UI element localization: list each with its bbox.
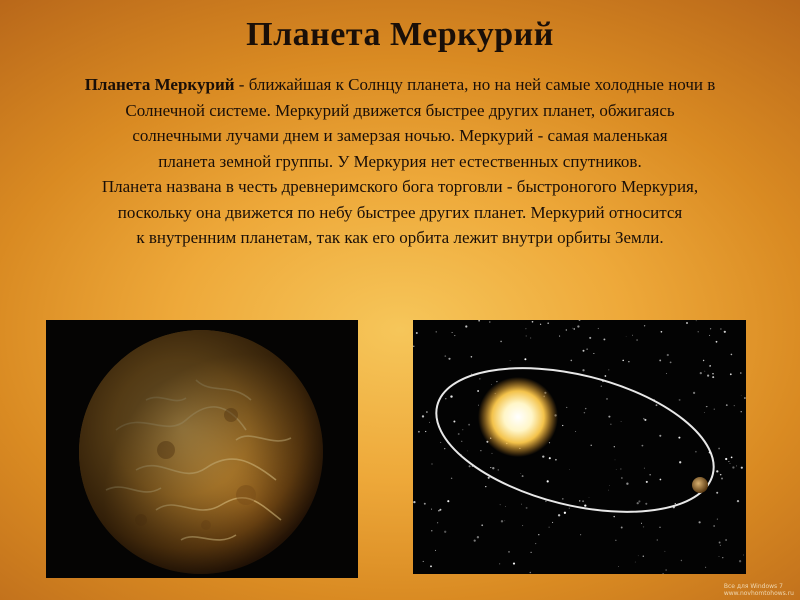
star bbox=[731, 354, 733, 356]
star bbox=[720, 545, 721, 546]
description-line-3: солнечными лучами днем и замерзая ночью. Меркурий - самая маленькая bbox=[132, 126, 668, 145]
star bbox=[492, 467, 494, 469]
star bbox=[656, 404, 658, 406]
star bbox=[609, 485, 610, 486]
star bbox=[505, 506, 506, 507]
star bbox=[730, 463, 731, 464]
star bbox=[585, 408, 586, 409]
description-line-5: Планета названа в честь древнеримского бога торговли - быстроногого Меркурия, bbox=[101, 177, 699, 196]
star bbox=[645, 503, 647, 505]
watermark bbox=[724, 583, 794, 597]
description-bold-term: Планета Меркурий bbox=[84, 75, 235, 94]
star bbox=[706, 406, 707, 407]
star bbox=[613, 516, 614, 517]
star bbox=[741, 395, 742, 396]
star bbox=[440, 442, 441, 443]
description-line-7: к внутренним планетам, так как его орбита лежит внутри орбиты Земли. bbox=[136, 228, 664, 247]
star bbox=[480, 450, 481, 451]
star bbox=[526, 507, 528, 509]
star bbox=[642, 445, 644, 447]
star bbox=[666, 373, 667, 374]
star bbox=[696, 320, 697, 321]
star bbox=[422, 415, 424, 417]
star bbox=[603, 338, 605, 340]
star bbox=[622, 360, 624, 362]
star bbox=[549, 527, 550, 528]
star bbox=[725, 458, 727, 460]
star bbox=[429, 422, 430, 423]
star bbox=[479, 378, 480, 379]
star bbox=[545, 501, 546, 502]
star bbox=[437, 522, 438, 523]
star bbox=[569, 469, 570, 470]
star bbox=[707, 375, 709, 377]
star bbox=[477, 536, 479, 538]
star bbox=[732, 466, 734, 468]
star bbox=[703, 360, 704, 361]
star bbox=[582, 369, 584, 371]
star bbox=[665, 551, 666, 552]
star bbox=[491, 384, 492, 385]
star bbox=[425, 431, 426, 432]
star bbox=[508, 551, 510, 553]
star bbox=[636, 339, 638, 341]
star bbox=[661, 331, 663, 333]
star bbox=[589, 337, 591, 339]
star bbox=[586, 348, 587, 349]
star bbox=[492, 453, 493, 454]
star bbox=[608, 416, 610, 418]
star bbox=[626, 336, 627, 337]
star bbox=[659, 359, 661, 361]
star bbox=[522, 525, 523, 526]
star bbox=[426, 411, 428, 413]
star bbox=[530, 572, 532, 574]
star bbox=[504, 520, 505, 521]
star bbox=[469, 465, 471, 467]
star bbox=[615, 540, 616, 541]
star bbox=[707, 406, 708, 407]
star bbox=[643, 526, 644, 527]
star bbox=[724, 331, 726, 333]
star bbox=[637, 502, 639, 504]
star bbox=[450, 395, 452, 397]
star bbox=[538, 534, 539, 535]
star bbox=[610, 424, 611, 425]
star bbox=[621, 527, 623, 529]
star bbox=[644, 325, 645, 326]
star bbox=[458, 433, 460, 435]
description-line-1 bbox=[20, 72, 780, 98]
star bbox=[501, 520, 503, 522]
star bbox=[679, 461, 681, 463]
star bbox=[720, 474, 722, 476]
star bbox=[431, 530, 432, 531]
star bbox=[693, 392, 695, 394]
star bbox=[451, 478, 452, 479]
star bbox=[608, 490, 609, 491]
description-line-1-rest: - ближайшая к Солнцу планета, но на ней самые холодные ночи в bbox=[234, 75, 716, 94]
star bbox=[657, 540, 658, 541]
star bbox=[643, 418, 645, 420]
description-line-4: планета земной группы. У Меркурия нет естественных спутников. bbox=[158, 151, 642, 171]
star bbox=[721, 478, 723, 480]
star bbox=[659, 527, 660, 528]
star bbox=[635, 562, 636, 563]
star bbox=[667, 354, 669, 356]
sun-icon bbox=[478, 377, 558, 457]
star bbox=[547, 480, 549, 482]
star bbox=[530, 552, 531, 553]
star bbox=[574, 328, 575, 329]
star bbox=[616, 469, 617, 470]
star bbox=[734, 405, 735, 406]
star bbox=[743, 555, 744, 556]
star bbox=[618, 566, 619, 567]
star bbox=[716, 492, 718, 494]
star bbox=[700, 372, 702, 374]
star bbox=[621, 477, 622, 478]
star bbox=[621, 421, 622, 422]
star bbox=[439, 509, 441, 511]
star bbox=[547, 322, 549, 324]
mercury-icon bbox=[692, 477, 708, 493]
star bbox=[542, 455, 544, 457]
star bbox=[730, 373, 732, 375]
star bbox=[712, 373, 713, 374]
star bbox=[678, 437, 680, 439]
star bbox=[555, 459, 557, 461]
star bbox=[452, 332, 453, 333]
star bbox=[716, 341, 718, 343]
star bbox=[712, 376, 714, 378]
star bbox=[435, 550, 436, 551]
star bbox=[665, 569, 666, 570]
star bbox=[535, 543, 536, 544]
star bbox=[583, 350, 585, 352]
star bbox=[720, 328, 721, 329]
star bbox=[566, 329, 567, 330]
star bbox=[474, 540, 476, 542]
star bbox=[638, 500, 640, 502]
star bbox=[481, 524, 483, 526]
watermark-line-2: www.novhomtohows.ru bbox=[723, 590, 794, 597]
star bbox=[520, 473, 521, 474]
star bbox=[740, 372, 742, 374]
star bbox=[589, 497, 590, 498]
star bbox=[718, 448, 720, 450]
star bbox=[562, 425, 563, 426]
star bbox=[716, 470, 718, 472]
star bbox=[699, 521, 701, 523]
star bbox=[478, 405, 479, 406]
slide-title: Планета Меркурий bbox=[246, 16, 554, 53]
star bbox=[726, 404, 728, 406]
star bbox=[500, 504, 501, 505]
star bbox=[549, 442, 550, 443]
star bbox=[744, 397, 746, 399]
star bbox=[448, 358, 450, 360]
star bbox=[714, 525, 715, 526]
star bbox=[704, 371, 705, 372]
star bbox=[638, 555, 639, 556]
star bbox=[468, 424, 470, 426]
orbit-diagram bbox=[413, 320, 746, 574]
star bbox=[620, 469, 621, 470]
star bbox=[445, 398, 446, 399]
star bbox=[454, 335, 455, 336]
star bbox=[499, 563, 500, 564]
star bbox=[709, 365, 710, 366]
star bbox=[675, 503, 676, 504]
star bbox=[462, 429, 463, 430]
star bbox=[430, 565, 432, 567]
star bbox=[593, 353, 594, 354]
star bbox=[416, 332, 418, 334]
star bbox=[736, 465, 737, 466]
star bbox=[471, 356, 473, 358]
star bbox=[659, 435, 661, 437]
star bbox=[591, 445, 592, 446]
star bbox=[418, 431, 420, 433]
star bbox=[679, 399, 681, 401]
star bbox=[582, 500, 584, 502]
star bbox=[626, 483, 628, 485]
star bbox=[489, 321, 490, 322]
star bbox=[447, 500, 449, 502]
star bbox=[477, 390, 479, 392]
planet-photo bbox=[46, 320, 358, 578]
star bbox=[598, 328, 599, 329]
star bbox=[686, 322, 688, 324]
star bbox=[413, 346, 414, 347]
star bbox=[438, 510, 439, 511]
star bbox=[490, 467, 491, 468]
star bbox=[741, 467, 743, 469]
star bbox=[601, 386, 602, 387]
star bbox=[525, 328, 526, 329]
star bbox=[608, 369, 609, 370]
star bbox=[615, 460, 616, 461]
star bbox=[584, 504, 586, 506]
star bbox=[614, 446, 615, 447]
star bbox=[558, 514, 560, 516]
star bbox=[496, 381, 497, 382]
description-line-2: Солнечной системе. Меркурий движется быстрее других планет, обжигаясь bbox=[125, 100, 675, 120]
star bbox=[705, 567, 706, 568]
description-line-6: поскольку она движется по небу быстрее других планет. Меркурий относится bbox=[117, 202, 683, 222]
star bbox=[731, 457, 733, 459]
star bbox=[650, 474, 651, 475]
star bbox=[510, 360, 511, 361]
star bbox=[725, 539, 727, 541]
star bbox=[521, 504, 522, 505]
star bbox=[580, 534, 581, 535]
star bbox=[575, 431, 576, 432]
star bbox=[737, 500, 739, 502]
star bbox=[646, 481, 648, 483]
star bbox=[564, 512, 566, 514]
star bbox=[485, 486, 486, 487]
planet-icon bbox=[46, 320, 358, 578]
description-paragraph bbox=[20, 72, 780, 251]
star bbox=[423, 561, 424, 562]
star bbox=[444, 448, 445, 449]
star bbox=[461, 441, 462, 442]
orbit-icon bbox=[413, 320, 746, 574]
star bbox=[719, 556, 720, 557]
star bbox=[570, 360, 572, 362]
star bbox=[552, 522, 553, 523]
star bbox=[530, 338, 531, 339]
star bbox=[739, 560, 741, 562]
star bbox=[436, 331, 437, 332]
star bbox=[709, 335, 710, 336]
star bbox=[465, 325, 467, 327]
star bbox=[681, 560, 682, 561]
star bbox=[644, 419, 646, 421]
star bbox=[562, 498, 564, 500]
star bbox=[695, 451, 697, 453]
star bbox=[432, 464, 433, 465]
star bbox=[532, 321, 534, 323]
star bbox=[605, 375, 607, 377]
star bbox=[728, 461, 729, 462]
star bbox=[569, 508, 570, 509]
star bbox=[559, 336, 560, 337]
star bbox=[577, 325, 579, 327]
star bbox=[606, 398, 608, 400]
star bbox=[445, 355, 447, 357]
star bbox=[714, 409, 715, 410]
star bbox=[424, 503, 426, 505]
star bbox=[522, 475, 524, 477]
star bbox=[579, 500, 580, 501]
star bbox=[643, 555, 644, 556]
star bbox=[526, 335, 527, 336]
star bbox=[431, 509, 432, 510]
star bbox=[566, 407, 567, 408]
star bbox=[524, 358, 526, 360]
star bbox=[498, 469, 500, 471]
star bbox=[741, 411, 742, 412]
star bbox=[704, 412, 705, 413]
star bbox=[698, 331, 699, 332]
star bbox=[444, 531, 446, 533]
star bbox=[513, 563, 515, 565]
star bbox=[660, 479, 662, 481]
star bbox=[584, 412, 585, 413]
star bbox=[717, 519, 718, 520]
star bbox=[632, 335, 633, 336]
watermark-line-1: Все для Windows 7 bbox=[723, 583, 783, 590]
star bbox=[719, 542, 721, 544]
star bbox=[644, 468, 645, 469]
star bbox=[710, 328, 711, 329]
star bbox=[549, 457, 551, 459]
star bbox=[641, 523, 642, 524]
star bbox=[628, 361, 629, 362]
star bbox=[467, 451, 468, 452]
star bbox=[670, 361, 672, 363]
star bbox=[413, 501, 415, 503]
star bbox=[478, 320, 480, 322]
star bbox=[500, 341, 502, 343]
star bbox=[540, 324, 541, 325]
star bbox=[453, 420, 455, 422]
star bbox=[722, 557, 723, 558]
star bbox=[572, 328, 573, 329]
